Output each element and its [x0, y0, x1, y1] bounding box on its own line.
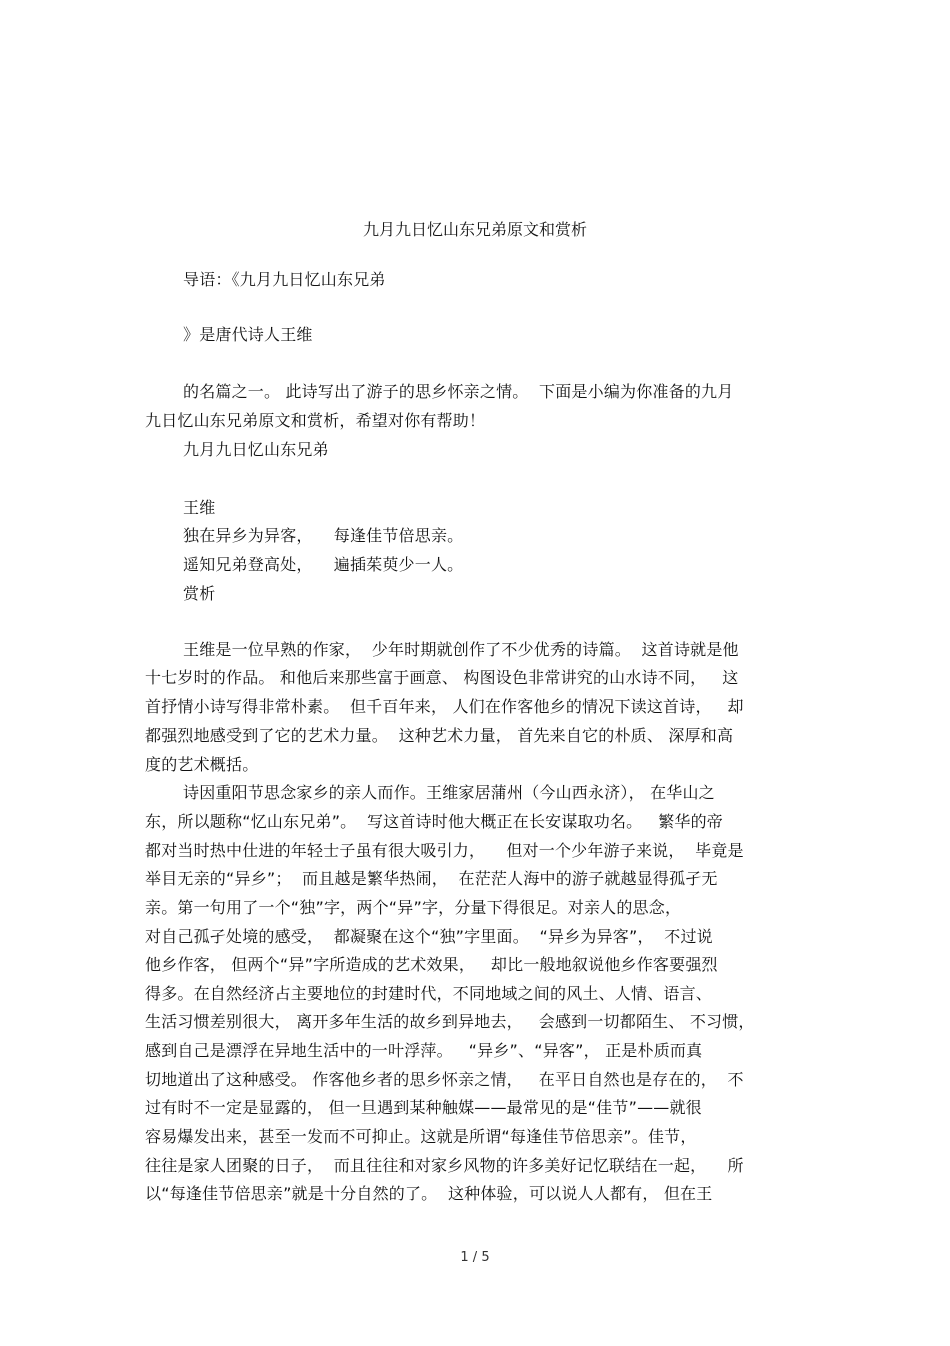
text-line: 的名篇之一。 此诗写出了游子的思乡怀亲之情。 下面是小编为你准备的九月	[183, 382, 734, 401]
text-line: 对自己孤孑处境的感受， 都凝聚在这个“独”字里面。 “异乡为异客”， 不过说	[145, 927, 713, 946]
text-line: 导语：《九月九日忆山东兄弟	[183, 270, 386, 289]
text-line: 他乡作客， 但两个“异”字所造成的艺术效果， 却比一般地叙说他乡作客要强烈	[145, 955, 718, 974]
page-number: 1 / 5	[460, 1250, 490, 1265]
text-line: 遥知兄弟登高处， 遍插茱萸少一人。	[183, 555, 464, 574]
text-line: 度的艺术概括。	[145, 755, 259, 774]
text-line: 生活习惯差别很大， 离开多年生活的故乡到异地去， 会感到一切都陌生、 不习惯，	[145, 1012, 755, 1031]
text-line: 亲。第一句用了一个“独”字，两个“异”字，分量下得很足。对亲人的思念，	[145, 898, 682, 917]
text-line: 九月九日忆山东兄弟	[183, 440, 329, 459]
text-line: 举目无亲的“异乡”； 而且越是繁华热闹， 在茫茫人海中的游子就越显得孤孑无	[145, 869, 718, 888]
text-line: 》是唐代诗人王维	[183, 325, 313, 344]
text-line: 过有时不一定是显露的， 但一旦遇到某种触媒——最常见的是“佳节”——就很	[145, 1098, 702, 1117]
text-line: 感到自己是漂浮在异地生活中的一叶浮萍。 “异乡”、“异客”， 正是朴质而真	[145, 1041, 703, 1060]
text-line: 九日忆山东兄弟原文和赏析，希望对你有帮助！	[145, 411, 486, 430]
text-line: 容易爆发出来，甚至一发而不可抑止。这就是所谓“每逢佳节倍思亲”。佳节，	[145, 1127, 697, 1146]
document-title: 九月九日忆山东兄弟原文和赏析	[362, 220, 587, 239]
text-line: 往往是家人团聚的日子， 而且往往和对家乡风物的许多美好记忆联结在一起， 所	[145, 1156, 744, 1175]
text-line: 诗因重阳节思念家乡的亲人而作。王维家居蒲州（今山西永济）， 在华山之	[183, 783, 715, 802]
text-line: 以“每逢佳节倍思亲”就是十分自然的了。 这种体验，可以说人人都有， 但在王	[145, 1184, 713, 1203]
text-line: 首抒情小诗写得非常朴素。 但千百年来， 人们在作客他乡的情况下读这首诗， 却	[145, 697, 744, 716]
text-line: 王维	[183, 498, 216, 517]
text-line: 都强烈地感受到了它的艺术力量。 这种艺术力量， 首先来自它的朴质、 深厚和高	[145, 726, 734, 745]
text-line: 都对当时热中仕进的年轻士子虽有很大吸引力， 但对一个少年游子来说， 毕竟是	[145, 841, 744, 860]
text-line: 切地道出了这种感受。 作客他乡者的思乡怀亲之情， 在平日自然也是存在的， 不	[145, 1070, 744, 1089]
text-line: 十七岁时的作品。 和他后来那些富于画意、 构图设色非常讲究的山水诗不同， 这	[145, 668, 739, 687]
text-line: 独在异乡为异客， 每逢佳节倍思亲。	[183, 526, 464, 545]
text-line: 王维是一位早熟的作家， 少年时期就创作了不少优秀的诗篇。 这首诗就是他	[183, 640, 739, 659]
text-line: 得多。在自然经济占主要地位的封建时代，不同地域之间的风土、人情、语言、	[145, 984, 713, 1003]
text-line: 赏析	[183, 584, 216, 603]
text-line: 东，所以题称“忆山东兄弟”。 写这首诗时他大概正在长安谋取功名。 繁华的帝	[145, 812, 724, 831]
